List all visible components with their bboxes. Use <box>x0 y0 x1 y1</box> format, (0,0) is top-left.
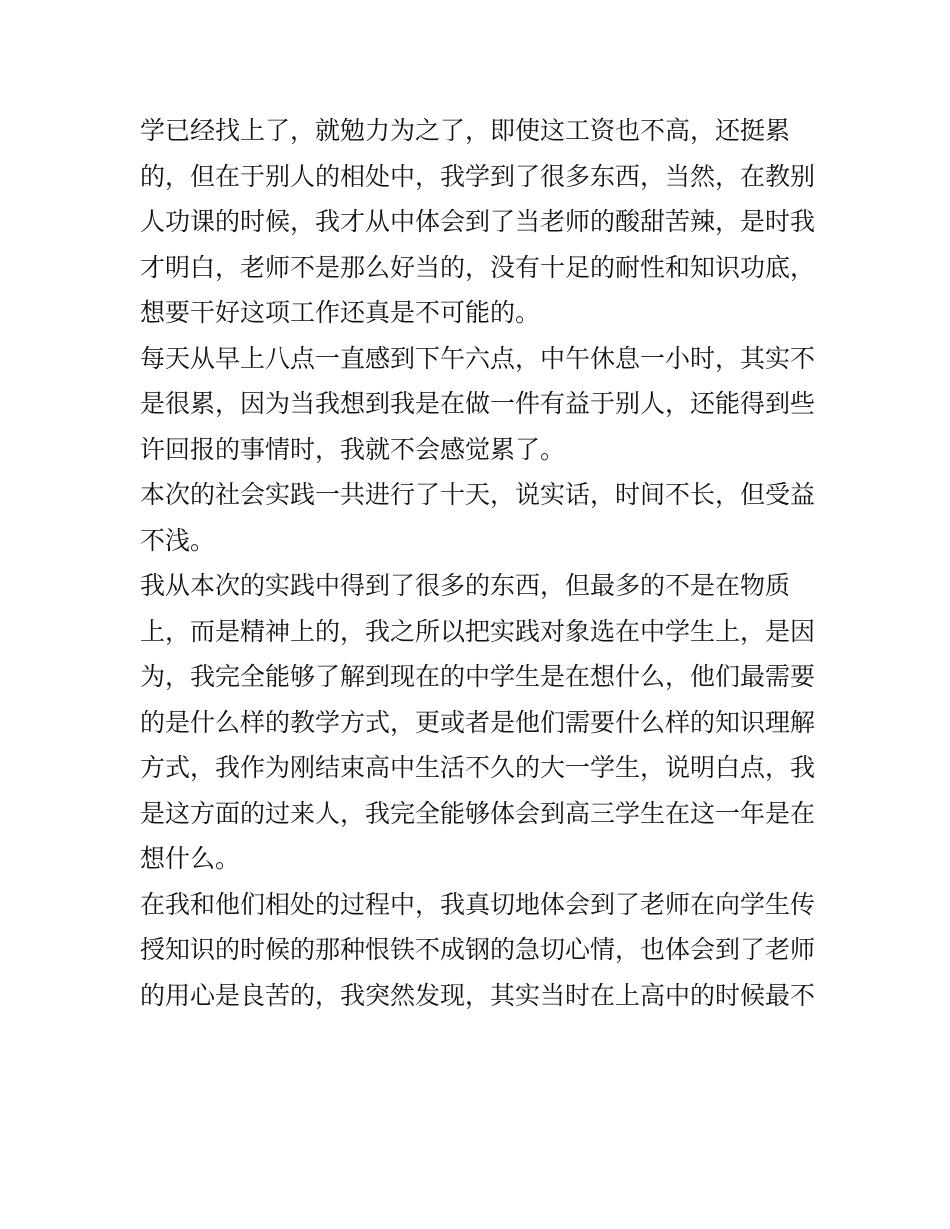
text-line: 方式，我作为刚结束高中生活不久的大一学生，说明白点，我 <box>140 753 816 782</box>
text-line: 为，我完全能够了解到现在的中学生是在想什么，他们最需要 <box>140 662 816 691</box>
text-line: 许回报的事情时，我就不会感觉累了。 <box>140 434 566 464</box>
document-body <box>140 112 820 1022</box>
text-line: 才明白，老师不是那么好当的，没有十足的耐性和知识功底， <box>140 252 816 282</box>
text-line: 上，而是精神上的，我之所以把实践对象选在中学生上，是因 <box>140 616 816 646</box>
text-line: 想要干好这项工作还真是不可能的。 <box>140 298 541 327</box>
text-line: 学已经找上了，就勉力为之了，即使这工资也不高，还挺累 <box>140 116 791 145</box>
text-line: 授知识的时候的那种恨铁不成钢的急切心情，也体会到了老师 <box>140 935 816 964</box>
text-line: 是很累，因为当我想到我是在做一件有益于别人，还能得到些 <box>140 389 816 418</box>
text-line: 的用心是良苦的，我突然发现，其实当时在上高中的时候最不 <box>140 980 816 1010</box>
text-line: 想什么。 <box>140 844 241 873</box>
text-line: 人功课的时候，我才从中体会到了当老师的酸甜苦辣，是时我 <box>140 207 816 236</box>
text-line: 在我和他们相处的过程中，我真切地体会到了老师在向学生传 <box>140 889 816 919</box>
text-line: 是这方面的过来人，我完全能够体会到高三学生在这一年是在 <box>140 798 816 828</box>
text-line: 的，但在于别人的相处中，我学到了很多东西，当然，在教别 <box>140 161 816 191</box>
text-line: 我从本次的实践中得到了很多的东西，但最多的不是在物质 <box>140 571 791 600</box>
text-line: 每天从早上八点一直感到下午六点，中午休息一小时，其实不 <box>140 343 816 373</box>
text-line: 的是什么样的教学方式，更或者是他们需要什么样的知识理解 <box>140 707 816 737</box>
text-line: 不浅。 <box>140 525 216 555</box>
text-line: 本次的社会实践一共进行了十天，说实话，时间不长，但受益 <box>140 480 816 509</box>
